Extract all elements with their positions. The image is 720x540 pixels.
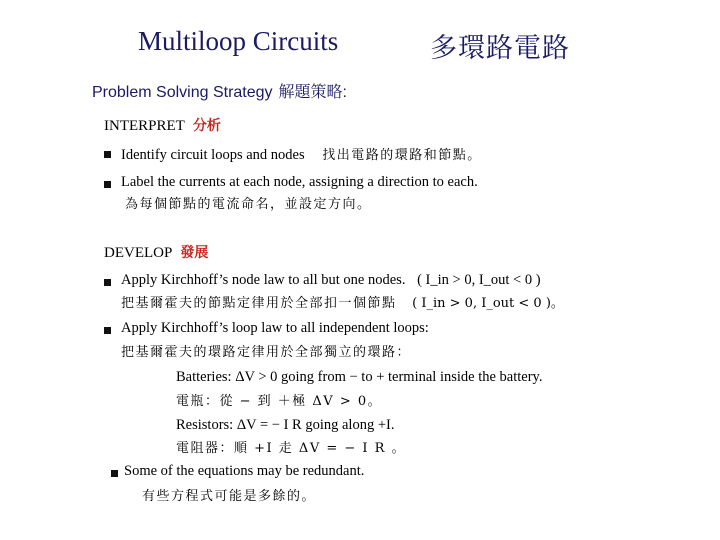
- batteries-zh: 電瓶：從 − 到 ＋極 ΔV > 0。: [176, 394, 383, 409]
- interpret-item-2-zh: 為每個節點的電流命名，並設定方向。: [125, 197, 372, 212]
- node-law-zh-line: [121, 292, 564, 311]
- bullet-icon: [111, 470, 118, 477]
- strategy-label-chinese: 解題策略: [278, 82, 343, 101]
- interpret-heading-chinese: 分析: [192, 118, 221, 134]
- node-law-line: [121, 272, 541, 289]
- loop-law-en: Apply Kirchhoff’s loop law to all independent loops:: [121, 320, 429, 336]
- interpret-heading-label: INTERPRET: [104, 118, 185, 134]
- page-title-chinese: 多環路電路: [430, 33, 570, 64]
- interpret-heading: [104, 115, 221, 135]
- node-law-en: Apply Kirchhoff’s node law to all but one nodes.: [121, 272, 406, 288]
- resistors-en: Resistors: ΔV = − I R going along +I.: [176, 417, 395, 433]
- resistors-zh: 電阻器：順 +I 走 ΔV = − I R 。: [176, 441, 407, 456]
- strategy-label: Problem Solving Strategy: [92, 84, 273, 101]
- bullet-icon: [104, 151, 111, 158]
- interpret-item-1-en: Identify circuit loops and nodes: [121, 147, 305, 163]
- loop-law-zh: 把基爾霍夫的環路定律用於全部獨立的環路：: [121, 345, 412, 360]
- interpret-item-1-zh: 找出電路的環路和節點。: [322, 148, 482, 163]
- redundant-en: Some of the equations may be redundant.: [124, 463, 365, 479]
- redundant-zh: 有些方程式可能是多餘的。: [142, 489, 317, 504]
- bullet-icon: [104, 181, 111, 188]
- bullet-icon: [104, 279, 111, 286]
- node-law-zh-condition: ( I_in > 0, I_out < 0 )。: [412, 296, 564, 311]
- strategy-heading: [92, 79, 347, 102]
- strategy-colon: :: [342, 84, 347, 101]
- develop-heading-label: DEVELOP: [104, 245, 173, 261]
- interpret-item-2-en: Label the currents at each node, assigning a direction to each.: [121, 174, 478, 190]
- page-title: Multiloop Circuits: [138, 26, 339, 56]
- batteries-en: Batteries: ΔV > 0 going from − to + terminal inside the battery.: [176, 369, 543, 385]
- develop-heading-chinese: 發展: [180, 245, 209, 261]
- bullet-icon: [104, 327, 111, 334]
- interpret-item-1: [121, 144, 482, 164]
- node-law-zh: 把基爾霍夫的節點定律用於全部扣一個節點: [121, 296, 397, 311]
- node-law-condition: ( I_in > 0, I_out < 0 ): [417, 272, 541, 288]
- develop-heading: [104, 242, 208, 262]
